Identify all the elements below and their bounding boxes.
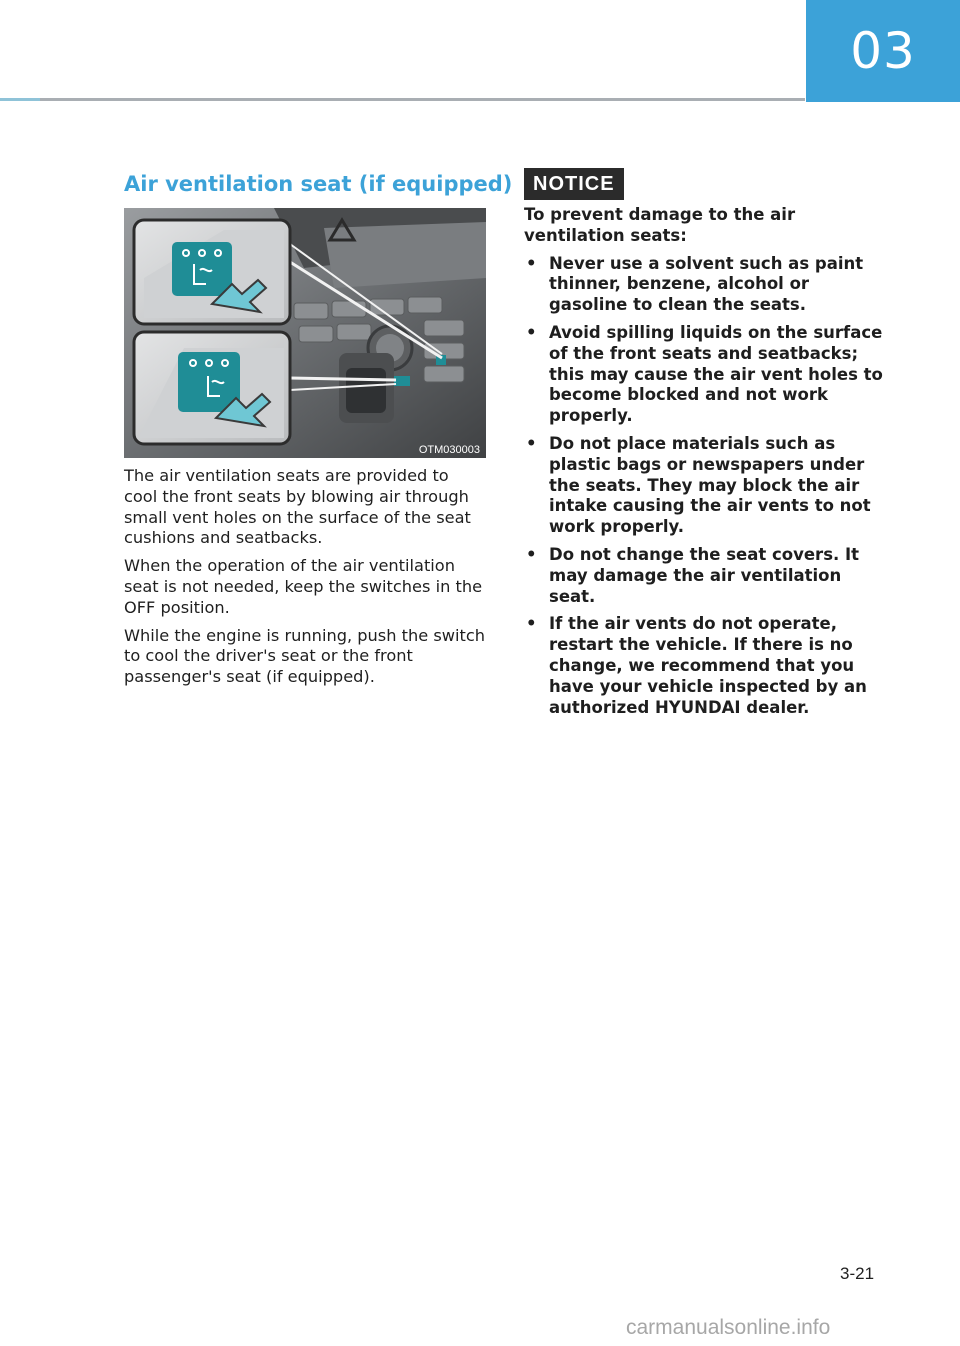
page-number: 3-21 [840,1264,875,1283]
console-switch-passenger [394,376,410,386]
console-illustration [124,208,486,458]
inset-bottom [134,332,290,444]
inset-top [134,220,290,324]
section-title: Air ventilation seat (if equipped) [124,172,513,196]
chapter-tab: 03 [806,0,960,102]
notice-list [524,254,890,719]
list-item [524,434,890,538]
notice-intro: To prevent damage to the air ventilation seats: [524,205,796,245]
list-item [524,545,890,607]
figure-air-ventilation-switches [124,208,486,458]
list-item [524,254,890,316]
list-item-text: Do not place materials such as plastic bags or newspapers under the seats. They may block the air intake causing the air vents to not work properly. [549,433,871,537]
figure-code: OTM030003 [418,444,480,456]
bullet-icon: • [526,433,537,453]
list-item-text: If the air vents do not operate, restart the vehicle. If there is no change, we recommend that you have your vehicle inspected by an authorized HYUNDAI dealer. [549,614,867,717]
notice-box [524,205,890,725]
header-rule-accent [0,98,40,101]
bullet-icon: • [526,253,537,273]
list-item-text: Do not change the seat covers. It may damage the air ventilation seat. [549,544,860,606]
list-item [524,614,890,718]
bullet-icon: • [526,544,537,564]
paragraph: While the engine is running, push the switch to cool the driver's seat or the front passenger's seat (if equipped). [124,625,486,687]
list-item-text: Never use a solvent such as paint thinner, benzene, alcohol or gasoline to clean the seats. [549,253,864,315]
bullet-icon: • [526,614,537,634]
list-item-text: Avoid spilling liquids on the surface of the front seats and seatbacks; this may cause the air vent holes to become blocked and not work properly. [549,322,883,426]
paragraph: When the operation of the air ventilation seat is not needed, keep the switches in the OFF position. [124,556,483,617]
notice-badge: NOTICE [524,168,624,200]
watermark: carmanualsonline.info [626,1316,831,1339]
header-rule [0,98,805,101]
paragraph: The air ventilation seats are provided to cool the front seats by blowing air through small vent holes on the surface of the seat cushions and seatbacks. [124,466,471,548]
body-text [124,466,486,695]
list-item [524,323,890,427]
bullet-icon: • [526,322,537,342]
